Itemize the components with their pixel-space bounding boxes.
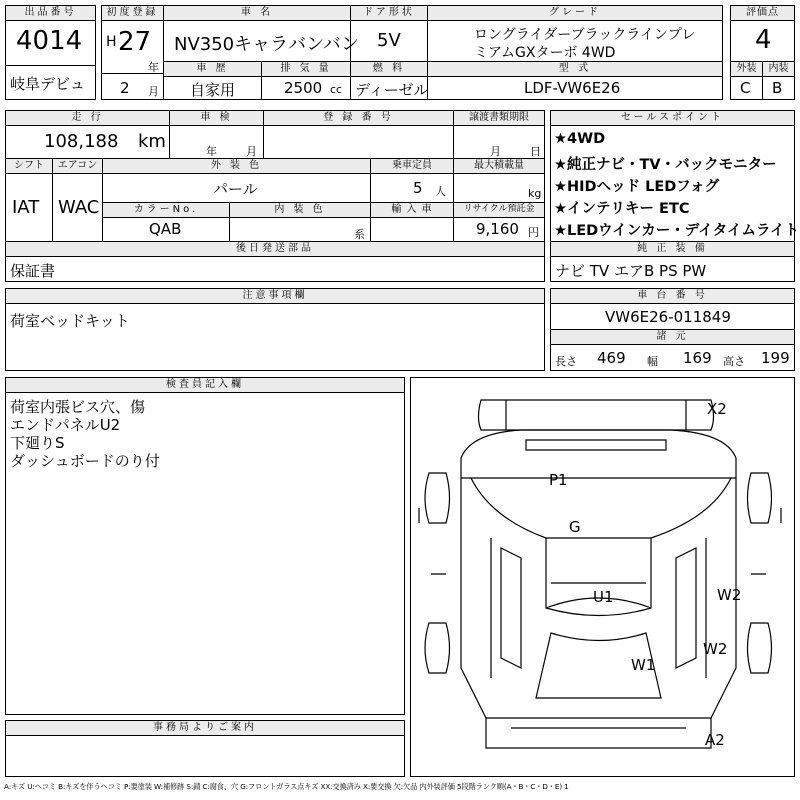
- aircon-label: エアコン: [52, 158, 103, 174]
- shift-label: シフト: [5, 158, 53, 174]
- aircon-value: WAC: [58, 197, 100, 218]
- reg-month-cell: [101, 73, 164, 100]
- office-notes-cell: [5, 735, 405, 777]
- office-notes-label: 事務局よりご案内: [5, 720, 405, 736]
- exterior-color-label: 外 装 色: [102, 158, 371, 174]
- era-text: H: [106, 34, 117, 50]
- sales-point-item: ★インテリキー ETC: [554, 201, 690, 217]
- car-name-cell: [163, 20, 359, 62]
- score-label: 評価点: [730, 5, 795, 21]
- displacement-label: 排 気 量: [261, 61, 351, 77]
- mark-w1: W1: [631, 656, 656, 674]
- model-value: LDF-VW6E26: [524, 79, 621, 97]
- chassis-number-cell: [550, 303, 795, 330]
- color-number-value: QAB: [149, 220, 182, 238]
- exterior-color-cell: [102, 173, 371, 203]
- grade-label: グレード: [427, 5, 723, 21]
- history-label: 車 歴: [163, 61, 262, 77]
- spec-cell: [550, 344, 795, 371]
- mileage-label: 走 行: [5, 110, 170, 126]
- lot-number-cell: [5, 20, 96, 66]
- capacity-value: 5: [413, 179, 423, 197]
- history-value: 自家用: [190, 81, 236, 99]
- inspector-note-line: エンドパネルU2: [10, 416, 121, 434]
- fuel-label: 燃 料: [350, 61, 428, 77]
- notes-value: 荷室ベッドキット: [10, 312, 130, 330]
- score-value: 4: [755, 25, 772, 55]
- sales-point-item: ★純正ナビ・TV・バックモニター: [554, 157, 777, 173]
- interior-color-unit: 系: [354, 228, 365, 241]
- width-value: 169: [683, 349, 712, 367]
- import-cell: [370, 217, 454, 242]
- inspector-notes-label: 検査員記入欄: [5, 377, 405, 393]
- shift-cell: [5, 173, 53, 242]
- transfer-day-unit: 日: [530, 145, 541, 158]
- max-load-cell: [453, 173, 545, 203]
- displacement-unit: cc: [330, 83, 343, 96]
- shift-value: IAT: [12, 197, 40, 218]
- reg-month: 2: [120, 79, 130, 97]
- later-parts-value: 保証書: [10, 262, 56, 280]
- capacity-label: 乗車定員: [370, 158, 454, 174]
- color-number-label: カラーNo.: [102, 202, 230, 218]
- transfer-deadline-cell: [453, 125, 545, 159]
- transfer-deadline-label: 譲渡書類期限: [453, 110, 545, 126]
- registration-number-label: 登 録 番 号: [263, 110, 454, 126]
- lot-number-label: 出品番号: [5, 5, 96, 21]
- door-label: ドア形状: [350, 5, 428, 21]
- max-load-unit: kg: [528, 187, 542, 200]
- registration-number-cell: [263, 125, 454, 159]
- first-registration-label: 初度登録: [101, 5, 164, 21]
- genuine-equipment-label: 純 正 装 備: [550, 241, 795, 257]
- later-parts-cell: [5, 256, 545, 282]
- exterior-grade: C: [740, 79, 751, 97]
- sales-point-item: ★HIDヘッド LEDフォグ: [554, 179, 720, 195]
- sales-points-cell: [550, 125, 800, 242]
- fuel-value: ディーゼル: [355, 81, 429, 99]
- spec-label: 諸 元: [550, 329, 795, 345]
- displacement-cell: [261, 76, 351, 100]
- door-value: 5V: [377, 30, 401, 51]
- inspector-note-line: 下廻りS: [10, 434, 65, 452]
- later-parts-label: 後日発送部品: [5, 241, 545, 257]
- transfer-month-unit: 月: [490, 145, 501, 158]
- interior-color-cell: [229, 217, 371, 242]
- door-cell: [350, 20, 428, 62]
- inspection-label: 車 検: [169, 110, 264, 126]
- mileage-unit: km: [138, 131, 166, 152]
- capacity-cell: [370, 173, 454, 203]
- displacement-value: 2500: [284, 79, 323, 97]
- width-label: 幅: [647, 355, 658, 368]
- mark-x2: X2: [707, 400, 727, 418]
- debut-cell: [5, 65, 96, 100]
- notes-label: 注意事項欄: [5, 288, 545, 304]
- first-registration-cell: [101, 20, 164, 74]
- genuine-equipment-cell: [550, 256, 795, 282]
- import-label: 輸 入 車: [370, 202, 454, 218]
- interior-cell: [762, 76, 795, 100]
- length-value: 469: [597, 349, 626, 367]
- max-load-label: 最大積載量: [453, 158, 545, 174]
- reg-year-unit: 年: [148, 61, 159, 74]
- exterior-label: 外装: [730, 61, 763, 77]
- lot-number: 4014: [16, 26, 83, 56]
- mark-w2-upper: W2: [717, 586, 742, 604]
- interior-grade: B: [772, 79, 783, 97]
- exterior-color-value: パール: [213, 180, 258, 198]
- sales-point-item: ★4WD: [554, 131, 606, 147]
- score-cell: [730, 20, 795, 62]
- chassis-number-label: 車 台 番 号: [550, 288, 795, 304]
- grade-line2: ミアムGXターボ 4WD: [474, 45, 616, 61]
- aircon-cell: [52, 173, 103, 242]
- mileage-cell: [5, 125, 170, 159]
- sales-point-item: ★LEDウインカー・デイタイムライト: [554, 223, 800, 239]
- car-name-label: 車 名: [163, 5, 351, 21]
- mark-a2: A2: [705, 731, 725, 749]
- grade-cell: [427, 20, 723, 62]
- reg-year: 27: [118, 27, 152, 57]
- height-value: 199: [761, 349, 790, 367]
- model-label: 型 式: [427, 61, 723, 77]
- grade-line1: ロングライダーブラックラインプレ: [474, 27, 696, 43]
- notes-cell: [5, 303, 545, 371]
- interior-label: 内装: [762, 61, 795, 77]
- recycle-value: 9,160: [476, 220, 519, 238]
- inspector-note-line: ダッシュボードのり付: [10, 452, 160, 470]
- inspection-month-unit: 月: [246, 145, 257, 158]
- capacity-unit: 人: [435, 185, 446, 198]
- legend-text: A:キズ U:ヘコミ B:キズを伴うヘコミ P:要塗装 W:補修跡 S:錆 C:腐食、穴 G:フロントガラス点キズ XX:交換済み X:要交換 欠:欠品 内外装評価 5段階ランク順(A・B・C・D・E) 1: [4, 782, 569, 791]
- inspection-cell: [169, 125, 264, 159]
- chassis-number-value: VW6E26-011849: [605, 308, 731, 326]
- recycle-unit: 円: [528, 226, 539, 239]
- height-label: 高さ: [723, 355, 745, 368]
- mark-p1: P1: [549, 471, 568, 489]
- mark-w2-lower: W2: [703, 640, 728, 658]
- van-outline-drawing: [411, 378, 796, 778]
- genuine-equipment-value: ナビ TV エアB PS PW: [555, 262, 707, 280]
- mileage-value: 108,188: [44, 131, 119, 152]
- car-name: NV350キャラバンバン: [174, 34, 359, 55]
- mark-g: G: [569, 518, 581, 536]
- recycle-cell: [453, 217, 545, 242]
- length-label: 長さ: [555, 355, 577, 368]
- damage-diagram: [410, 377, 795, 777]
- inspector-note-line: 荷室内張ビス穴、傷: [10, 398, 146, 416]
- history-cell: [163, 76, 262, 100]
- color-number-cell: [102, 217, 230, 242]
- inspection-year-unit: 年: [206, 145, 217, 158]
- sales-points-label: セールスポイント: [550, 110, 795, 126]
- reg-month-unit: 月: [148, 85, 159, 98]
- fuel-cell: [350, 76, 428, 100]
- inspector-notes-cell: [5, 392, 405, 715]
- model-cell: [427, 76, 723, 100]
- recycle-label: リサイクル預託金: [453, 202, 545, 218]
- exterior-cell: [730, 76, 763, 100]
- interior-color-label: 内 装 色: [229, 202, 371, 218]
- debut-text: 岐阜デビュ: [10, 75, 86, 93]
- mark-u1: U1: [593, 588, 614, 606]
